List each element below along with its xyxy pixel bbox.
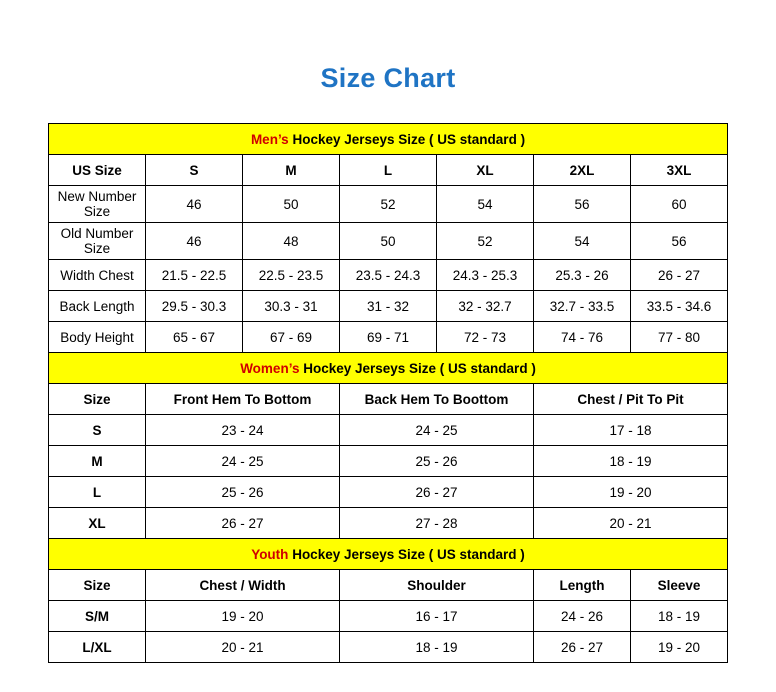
table-cell: 16 - 17 [340, 601, 534, 632]
table-cell: 74 - 76 [534, 322, 631, 353]
column-header: Shoulder [340, 570, 534, 601]
table-cell: 17 - 18 [534, 415, 728, 446]
section-band-row [49, 353, 728, 384]
column-header: Front Hem To Bottom [146, 384, 340, 415]
row-label: L [49, 477, 146, 508]
table-row [49, 291, 728, 322]
section-band-accent: Youth [251, 546, 289, 562]
row-label: S [49, 415, 146, 446]
table-cell: 26 - 27 [631, 260, 728, 291]
table-cell: 52 [437, 223, 534, 260]
table-cell: 32.7 - 33.5 [534, 291, 631, 322]
table-cell: 50 [340, 223, 437, 260]
table-cell: 26 - 27 [534, 632, 631, 663]
column-header: XL [437, 155, 534, 186]
row-label: Body Height [49, 322, 146, 353]
table-cell: 48 [243, 223, 340, 260]
row-label: Back Length [49, 291, 146, 322]
column-header: Size [49, 384, 146, 415]
table-row [49, 446, 728, 477]
row-label: Old Number Size [49, 223, 146, 260]
table-cell: 27 - 28 [340, 508, 534, 539]
table-cell: 52 [340, 186, 437, 223]
table-cell: 26 - 27 [146, 508, 340, 539]
table-cell: 56 [631, 223, 728, 260]
table-cell: 23.5 - 24.3 [340, 260, 437, 291]
section-header-row [49, 384, 728, 415]
column-header: Length [534, 570, 631, 601]
section-band-1 [49, 353, 728, 384]
table-cell: 30.3 - 31 [243, 291, 340, 322]
table-row [49, 186, 728, 223]
table-cell: 23 - 24 [146, 415, 340, 446]
section-header-row [49, 155, 728, 186]
table-row [49, 508, 728, 539]
table-cell: 77 - 80 [631, 322, 728, 353]
table-cell: 33.5 - 34.6 [631, 291, 728, 322]
column-header: M [243, 155, 340, 186]
table-row [49, 477, 728, 508]
table-row [49, 415, 728, 446]
table-cell: 29.5 - 30.3 [146, 291, 243, 322]
table-cell: 60 [631, 186, 728, 223]
row-label: XL [49, 508, 146, 539]
table-cell: 31 - 32 [340, 291, 437, 322]
section-header-row [49, 570, 728, 601]
table-cell: 65 - 67 [146, 322, 243, 353]
table-row [49, 632, 728, 663]
table-cell: 69 - 71 [340, 322, 437, 353]
row-label: New Number Size [49, 186, 146, 223]
table-cell: 26 - 27 [340, 477, 534, 508]
table-cell: 46 [146, 223, 243, 260]
table-row [49, 322, 728, 353]
row-label: S/M [49, 601, 146, 632]
column-header: L [340, 155, 437, 186]
column-header: Chest / Width [146, 570, 340, 601]
section-band-2 [49, 539, 728, 570]
table-cell: 25.3 - 26 [534, 260, 631, 291]
table-cell: 19 - 20 [534, 477, 728, 508]
column-header: US Size [49, 155, 146, 186]
section-band-0 [49, 124, 728, 155]
table-cell: 67 - 69 [243, 322, 340, 353]
table-cell: 18 - 19 [631, 601, 728, 632]
table-cell: 20 - 21 [146, 632, 340, 663]
table-row [49, 601, 728, 632]
size-chart-table [48, 123, 728, 663]
column-header: Sleeve [631, 570, 728, 601]
table-cell: 22.5 - 23.5 [243, 260, 340, 291]
column-header: Chest / Pit To Pit [534, 384, 728, 415]
size-tables-container [48, 94, 728, 663]
column-header: S [146, 155, 243, 186]
page-title: Size Chart [320, 63, 456, 93]
table-cell: 25 - 26 [146, 477, 340, 508]
table-cell: 72 - 73 [437, 322, 534, 353]
section-band-rest: Hockey Jerseys Size ( US standard ) [288, 131, 526, 147]
table-cell: 54 [437, 186, 534, 223]
column-header: 3XL [631, 155, 728, 186]
table-cell: 56 [534, 186, 631, 223]
section-band-row [49, 539, 728, 570]
table-cell: 18 - 19 [340, 632, 534, 663]
table-cell: 20 - 21 [534, 508, 728, 539]
table-row [49, 260, 728, 291]
table-cell: 54 [534, 223, 631, 260]
row-label: Width Chest [49, 260, 146, 291]
section-band-row [49, 124, 728, 155]
section-band-accent: Women’s [240, 360, 300, 376]
table-cell: 24 - 25 [340, 415, 534, 446]
column-header: Back Hem To Boottom [340, 384, 534, 415]
table-cell: 24 - 25 [146, 446, 340, 477]
table-cell: 21.5 - 22.5 [146, 260, 243, 291]
section-band-rest: Hockey Jerseys Size ( US standard ) [299, 360, 536, 376]
section-band-rest: Hockey Jerseys Size ( US standard ) [288, 546, 525, 562]
column-header: Size [49, 570, 146, 601]
table-cell: 24.3 - 25.3 [437, 260, 534, 291]
table-cell: 19 - 20 [631, 632, 728, 663]
table-cell: 46 [146, 186, 243, 223]
section-band-accent: Men’s [250, 131, 289, 147]
column-header: 2XL [534, 155, 631, 186]
table-cell: 19 - 20 [146, 601, 340, 632]
table-row [49, 223, 728, 260]
table-cell: 25 - 26 [340, 446, 534, 477]
table-cell: 18 - 19 [534, 446, 728, 477]
table-cell: 50 [243, 186, 340, 223]
row-label: M [49, 446, 146, 477]
table-cell: 32 - 32.7 [437, 291, 534, 322]
row-label: L/XL [49, 632, 146, 663]
size-chart-body [49, 124, 728, 663]
table-cell: 24 - 26 [534, 601, 631, 632]
